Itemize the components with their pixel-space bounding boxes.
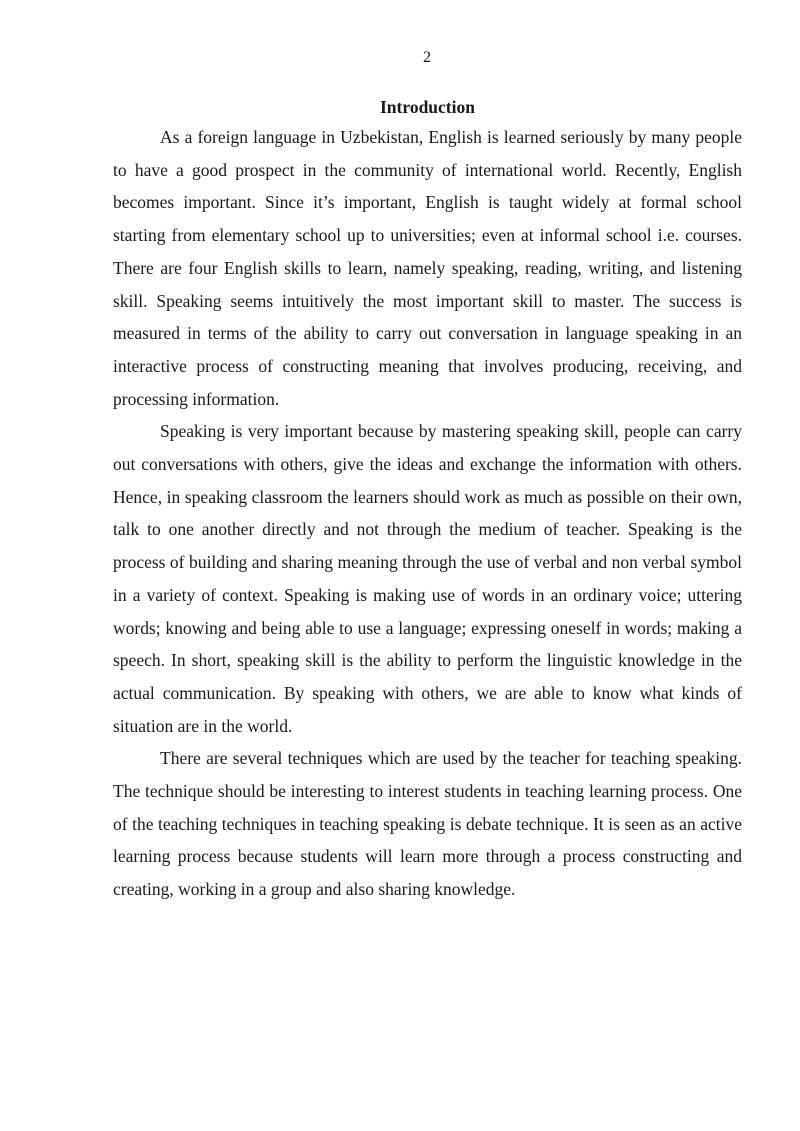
paragraph-3: There are several techniques which are used by the teacher for teaching speaking. The technique should be interesting to interest students in teaching learning process. One of the teaching techniques in teaching speaking is debate technique. It is seen as an active learning process because students will learn more through a process constructing and creating, working in a group and also sharing knowledge. bbox=[113, 748, 742, 900]
paragraph-1: As a foreign language in Uzbekistan, English is learned seriously by many people to have a good prospect in the community of international world. Recently, English becomes important. Since it’s important, English is taught widely at formal school starting from elementary school up to universities; even at informal school i.e. courses. There are four English skills to learn, namely speaking, reading, writing, and listening skill. Speaking seems intuitively the most important skill to master. The success is measured in terms of the ability to carry out conversation in language speaking in an interactive process of constructing meaning that involves producing, receiving, and processing information. bbox=[113, 127, 742, 409]
document-body bbox=[113, 93, 742, 906]
page-number: 2 bbox=[423, 49, 431, 66]
paragraph-2: Speaking is very important because by mastering speaking skill, people can carry out conversations with others, give the ideas and exchange the information with others. Hence, in speaking classroom the learners should work as much as possible on their own, talk to one another directly and not through the medium of teacher. Speaking is the process of building and sharing meaning through the use of verbal and non verbal symbol in a variety of context. Speaking is making use of words in an ordinary voice; uttering words; knowing and being able to use a language; expressing oneself in words; making a speech. In short, speaking skill is the ability to perform the linguistic knowledge in the actual communication. By speaking with others, we are able to know what kinds of situation are in the world. bbox=[113, 421, 742, 736]
section-title: Introduction bbox=[380, 97, 475, 117]
